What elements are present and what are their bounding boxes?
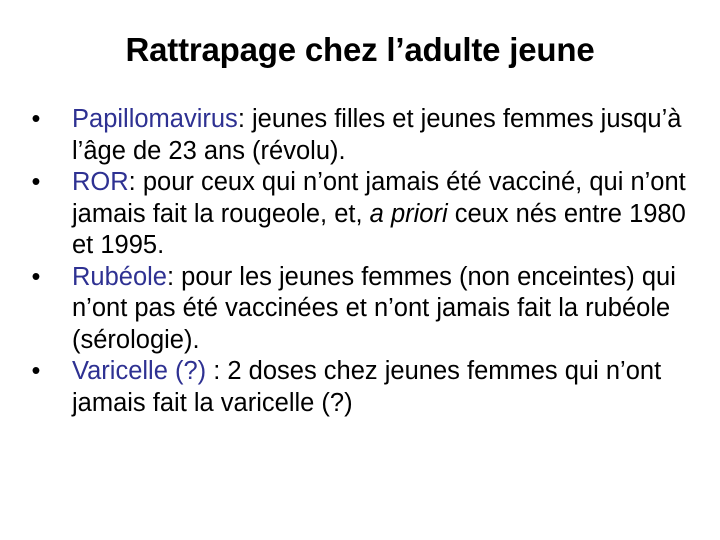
- bullet-icon: •: [31, 357, 41, 385]
- bullet-icon: •: [31, 168, 41, 196]
- bullet-item-varicelle: [26, 356, 706, 419]
- bullet-icon: •: [31, 105, 41, 133]
- slide-title: Rattrapage chez l’adulte jeune: [125, 31, 595, 68]
- bullet-text: : pour ceux qui n’ont jamais été vacciné, qui n’ont jamais fait la rougeole, et,: [72, 168, 686, 228]
- bullet-item-papillomavirus: [26, 104, 706, 167]
- bullet-keyword: ROR: [72, 168, 129, 196]
- bullet-keyword: Papillomavirus: [72, 105, 238, 133]
- bullet-text-after: ceux nés entre 1980 et 1995.: [72, 199, 686, 259]
- bullet-keyword: Varicelle (?): [72, 357, 207, 385]
- bullet-list: [26, 104, 706, 419]
- bullet-text: : jeunes filles et jeunes femmes jusqu’à l’âge de 23 ans (révolu).: [72, 105, 682, 165]
- bullet-icon: •: [31, 262, 41, 291]
- bullet-emphasis: a priori: [369, 199, 448, 228]
- bullet-keyword: Rubéole: [72, 262, 167, 291]
- bullet-item-rubeole: [26, 262, 706, 357]
- bullet-text: : 2 doses chez jeunes femmes qui n’ont jamais fait la varicelle (?): [72, 357, 662, 417]
- bullet-item-ror: [26, 167, 706, 262]
- bullet-text: : pour les jeunes femmes (non enceintes) qui n’ont pas été vaccinées et n’ont jamais fait la rubéole (sérologie).: [72, 262, 676, 354]
